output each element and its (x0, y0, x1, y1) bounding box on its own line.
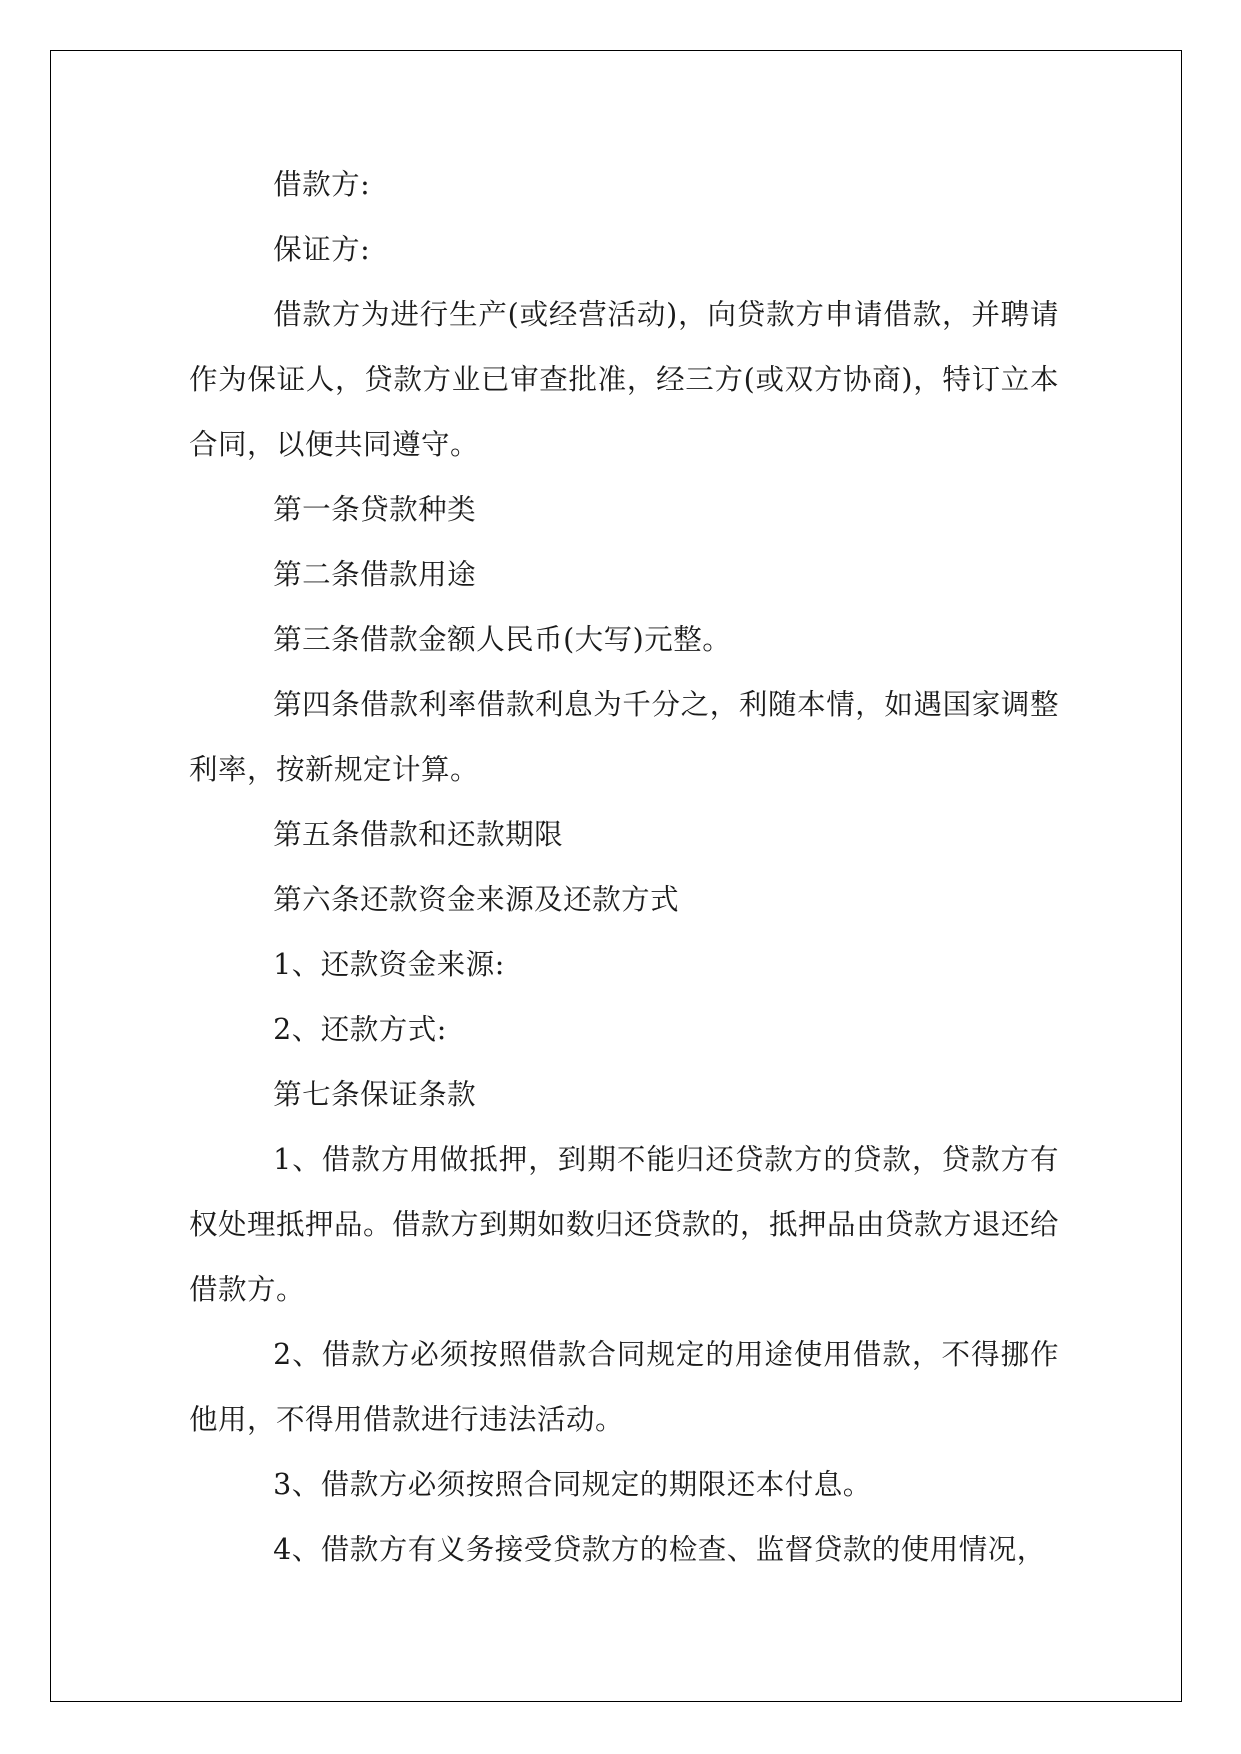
document-body (189, 152, 1059, 1582)
article-2-loan-purpose: 第二条借款用途 (273, 558, 477, 591)
repayment-method: 2、还款方式: (273, 1013, 447, 1046)
paragraph-preamble: 借款方为进行生产(或经营活动)，向贷款方申请借款，并聘请作为保证人，贷款方业已审查批准，经三方(或双方协商)，特订立本合同，以便共同遵守。 (189, 298, 1059, 461)
guarantee-clause-3: 3、借款方必须按照合同规定的期限还本付息。 (273, 1468, 872, 1501)
paragraph-borrower: 借款方: (273, 168, 371, 201)
guarantee-clause-1: 1、借款方用做抵押，到期不能归还贷款方的贷款，贷款方有权处理抵押品。借款方到期如数归还贷款的，抵押品由贷款方退还给借款方。 (189, 1143, 1060, 1306)
guarantee-clause-2: 2、借款方必须按照借款合同规定的用途使用借款，不得挪作他用，不得用借款进行违法活动。 (189, 1338, 1059, 1436)
article-1-loan-type: 第一条贷款种类 (273, 493, 477, 526)
article-7-guarantee: 第七条保证条款 (273, 1078, 477, 1111)
article-4-interest-rate: 第四条借款利率借款利息为千分之，利随本情，如遇国家调整利率，按新规定计算。 (189, 688, 1059, 786)
article-6-repayment: 第六条还款资金来源及还款方式 (273, 883, 680, 916)
article-5-loan-term: 第五条借款和还款期限 (273, 818, 564, 851)
repayment-source: 1、还款资金来源: (273, 948, 505, 981)
paragraph-guarantor: 保证方: (273, 233, 371, 266)
article-3-loan-amount: 第三条借款金额人民币(大写)元整。 (273, 623, 732, 656)
guarantee-clause-4: 4、借款方有义务接受贷款方的检查、监督贷款的使用情况， (273, 1533, 1046, 1566)
